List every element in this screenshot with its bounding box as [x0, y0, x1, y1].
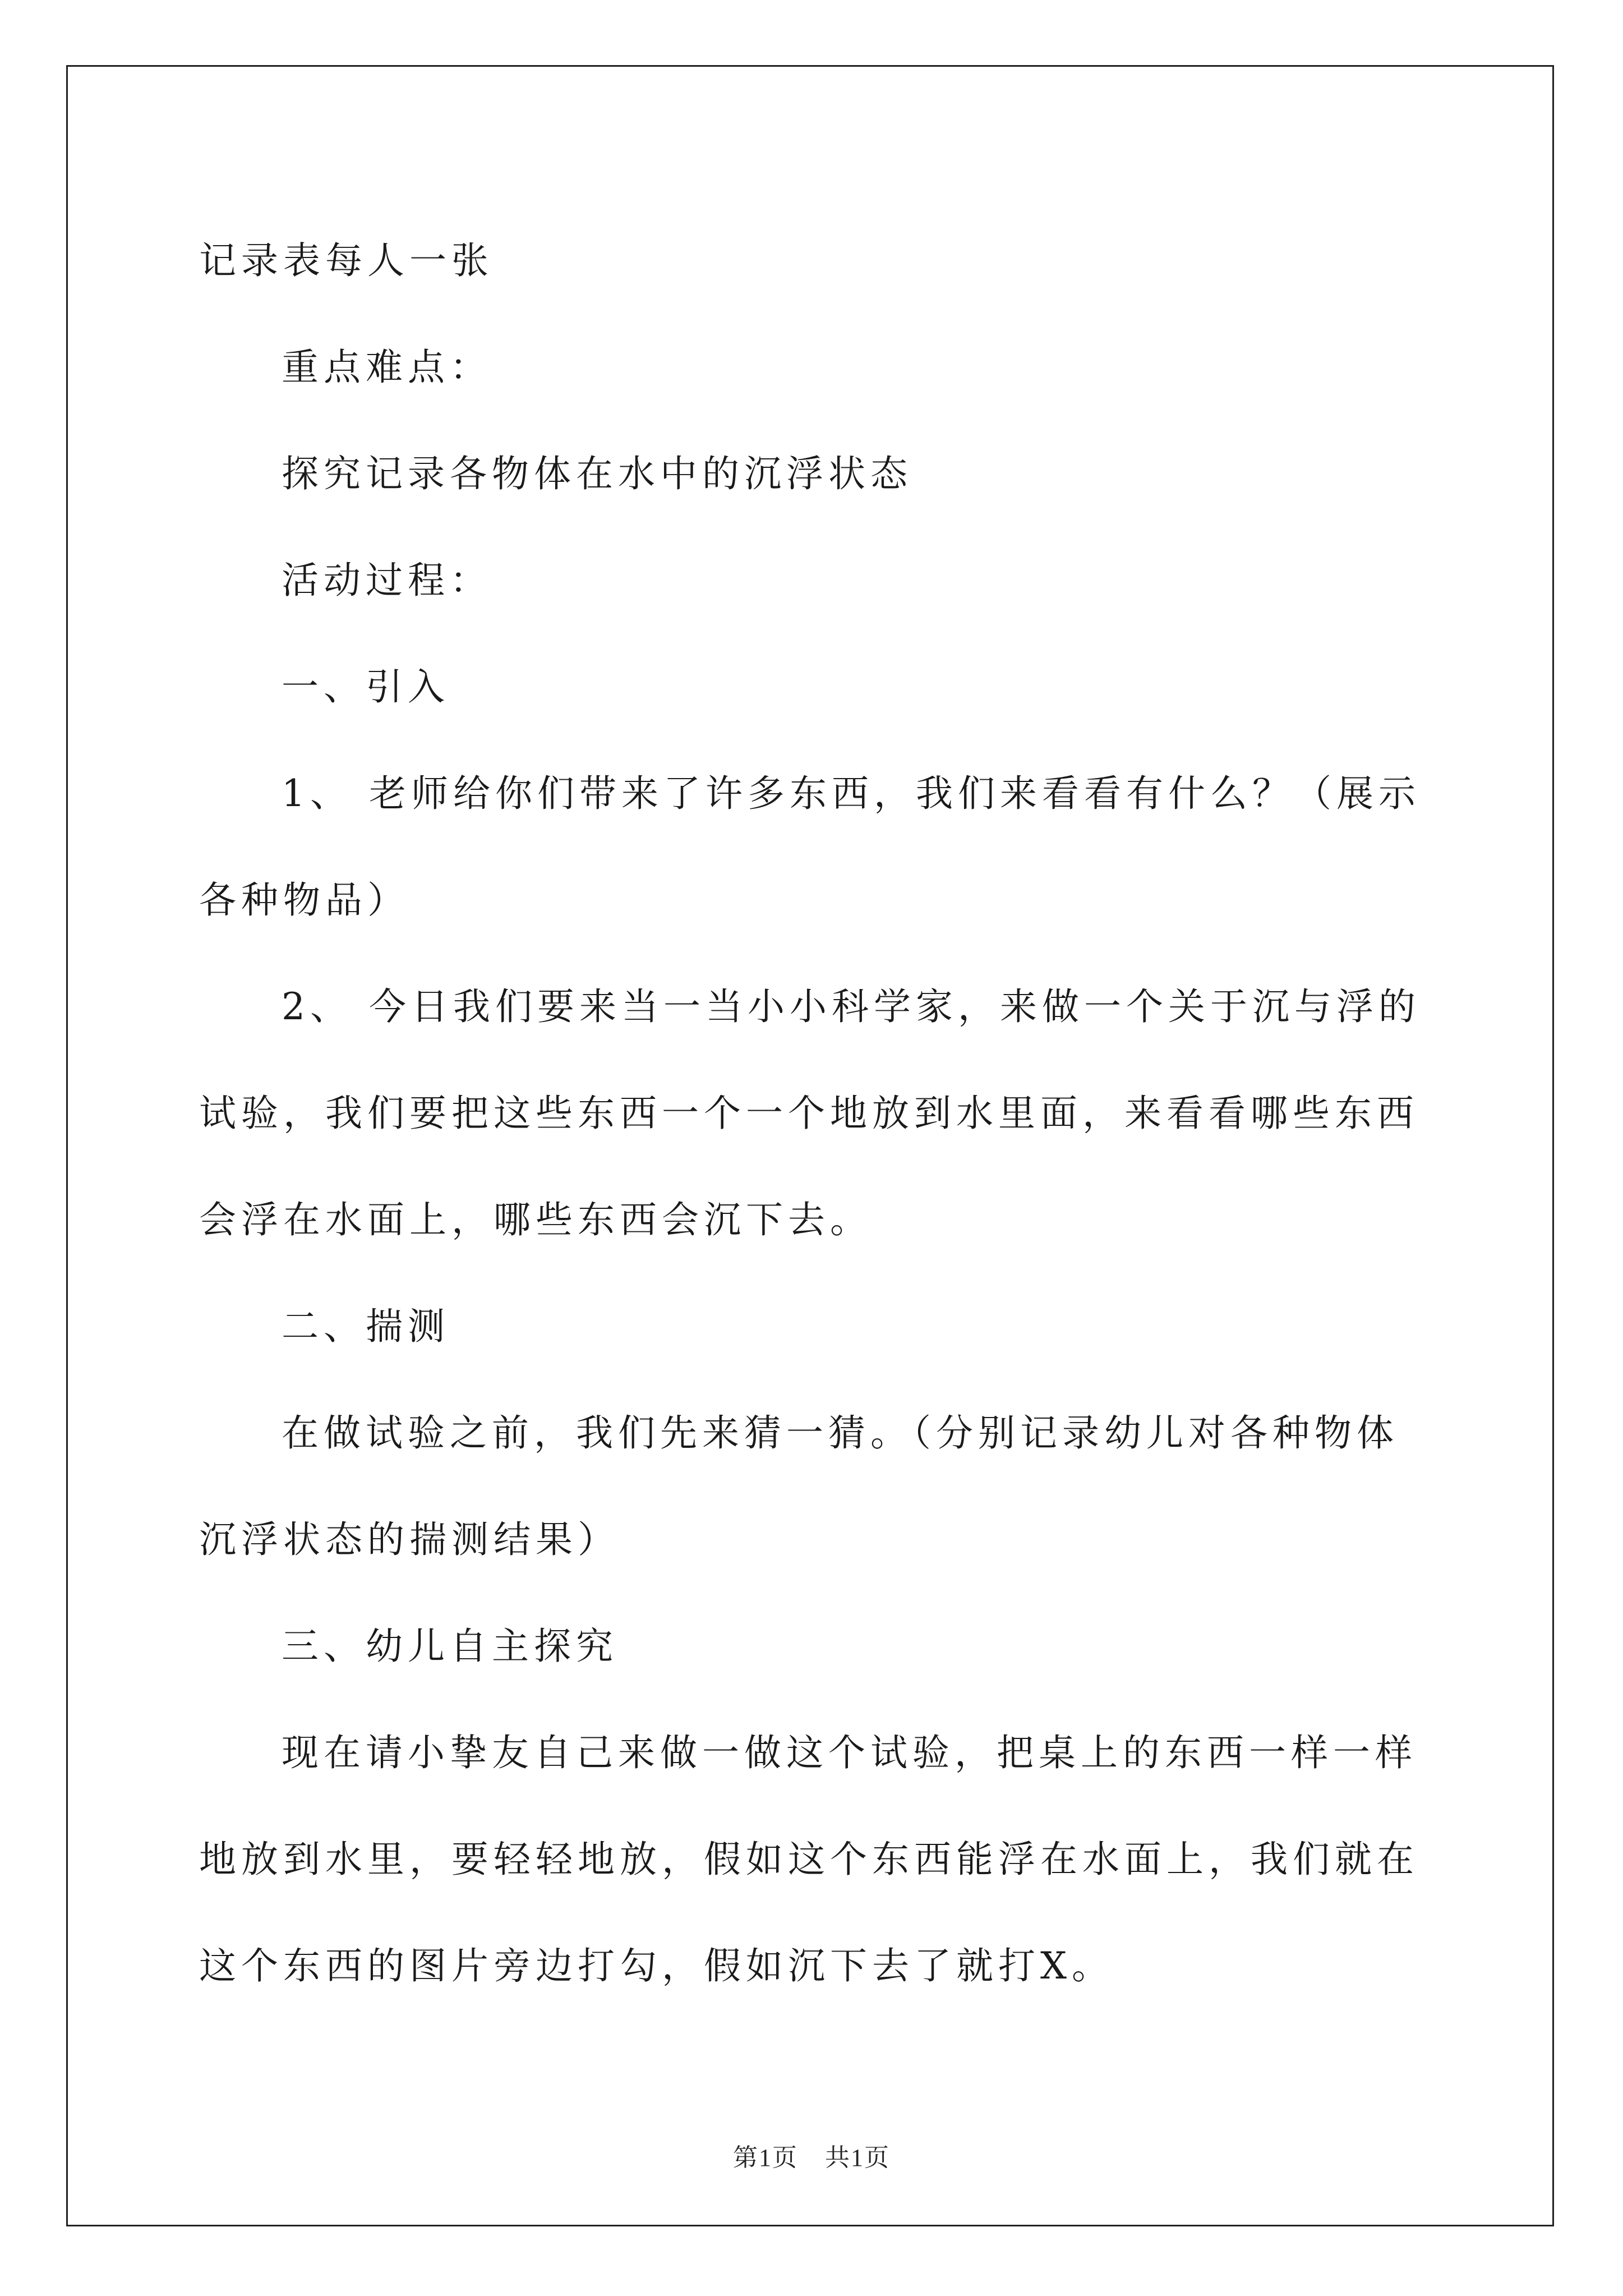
- paragraph: 二、揣测: [282, 1305, 450, 1348]
- paragraph: 探究记录各物体在水中的沉浮状态: [282, 452, 912, 495]
- paragraph: 一、引入: [282, 665, 450, 708]
- paragraph: 现在请小挚友自己来做一做这个试验，把桌上的东西一样一样地放到水里，要轻轻地放，假如这个东西能浮在水面上，我们就在这个东西的图片旁边打勾，假如沉下去了就打X。: [199, 1731, 1419, 1987]
- document-body: [199, 208, 1438, 2019]
- page-total: 共1页: [825, 2144, 890, 2171]
- paragraph: 1、 老师给你们带来了许多东西，我们来看看有什么？（展示各种物品）: [199, 772, 1421, 922]
- page-footer: [0, 2137, 1623, 2173]
- paragraph: 记录表每人一张: [199, 239, 494, 282]
- paragraph: 在做试验之前，我们先来猜一猜。（分别记录幼儿对各种物体沉浮状态的揣测结果）: [199, 1411, 1399, 1561]
- paragraph: 三、幼儿自主探究: [282, 1625, 618, 1668]
- paragraph: 活动过程：: [282, 559, 492, 602]
- paragraph: 2、 今日我们要来当一当小小科学家，来做一个关于沉与浮的试验，我们要把这些东西一个一个地放到水里面，来看看哪些东西会浮在水面上，哪些东西会沉下去。: [199, 985, 1421, 1241]
- page-number: 第1页: [733, 2144, 798, 2171]
- paragraph: 重点难点：: [282, 346, 492, 389]
